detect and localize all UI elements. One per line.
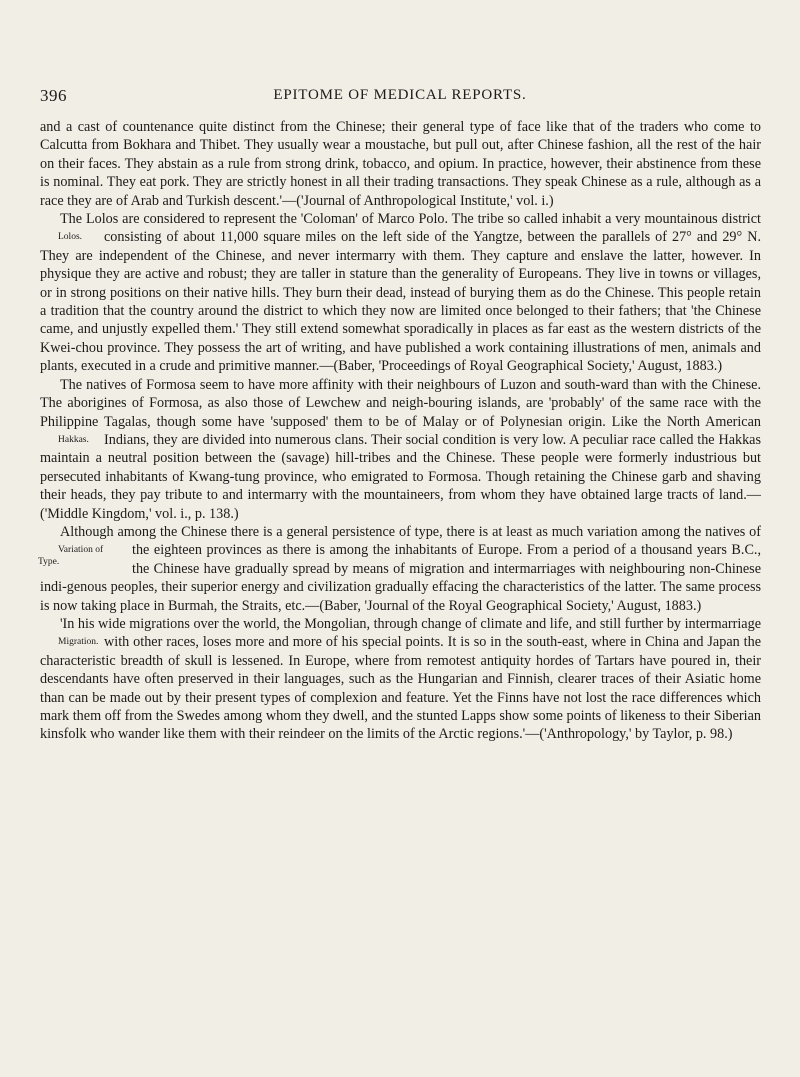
paragraph-lolos — [40, 210, 761, 376]
running-head: EPITOME OF MEDICAL REPORTS. — [273, 87, 527, 103]
margin-note-hakkas: Hakkas. — [58, 434, 89, 445]
paragraph-hakkas — [40, 376, 761, 523]
paragraph-text: and a cast of countenance quite distinct from the Chinese; their general type of face like that of the traders who come to Calcutta from Bokhara and Thibet. They usually wear a moustache, but pull out, after Chinese fashion, all the rest of the hair on their faces. They abstain as a rule from strong drink, tobacco, and opium. In practice, however, their abstinence from these is nominal. They eat pork. They are strictly honest in all their trading transactions. They speak Chinese as a rule, although as a race they are of Arab and Turkish descent.'—('Journal of Anthropological Institute,' vol. i.) — [40, 119, 761, 209]
margin-note-variation-of-type: Variation of Type. — [38, 545, 104, 568]
paragraph-text-lead: Although among the Chinese there is a general persistence of type, there is at least as much variation among the natives of the eighteen provinces as there is among the inhabitants of — [60, 523, 761, 559]
paragraph-text: Europe. From a period of a thousand years B.C., the Chinese have gradually spread by means of migration and intermarriages with neighbouring non-Chinese indi-genous peoples, their superior energy and civilization gradually effacing the characteristics of the latter. The same process is now taking place in Burmah, the Straits, etc.—(Baber, 'Journal of the Royal Geographical Society,' August, 1883.) — [40, 542, 761, 614]
paragraph-text: is so in the south-east, where in China and Japan the characteristic breadth of skull is lessened. In Europe, where from remotest antiquity hordes of Tartars have poured in, their descendants have often preserved in their languages, such as the Hungarian and Finnish, clearer traces of their Asiatic home than can be made out by their present types of complexion and feature. Yet the Finns have not lost the race differences which mark them off from the Swedes among whom they dwell, and the stunted Lapps show some points of likeness to their Siberian kinsfolk who wander like them with their reindeer on the limits of the Arctic regions.'—('Anthropology,' by Taylor, p. 98.) — [40, 634, 761, 743]
paragraph-text: the Yangtze, between the parallels of 27° and 29° N. They are independent of the Chinese, and never intermarry with them. They capture and enslave the latter, however. In physique they are active and robust; they are taller in stature than the generality of Europeans. They live in towns or villages, or in strong positions on their native hills. They burn their dead, instead of burying them as do the Chinese. This people retain a tradition that the country around the district to which they now are limited once belonged to their fathers; that 'the Chinese came, and unjustly expelled them.' They still extend somewhat sporadically in places as far east as the western districts of the Kwei-chou province. They possess the art of writing, and have published a work containing illustrations of men, animals and plants, executed in a crude and primitive manner.—(Baber, 'Proceedings of Royal Geographical Society,' August, 1883.) — [40, 229, 761, 375]
paragraph-text-lead: The Lolos are considered to represent the 'Coloman' of Marco Polo. The tribe so called inhabit a very mountainous district consisting of about 11,000 square miles on the left side of — [60, 211, 761, 246]
margin-note-migration: Migration. — [58, 637, 99, 648]
paragraph-continuation — [40, 118, 761, 210]
page-number: 396 — [40, 86, 67, 105]
paragraph-migration — [40, 615, 761, 744]
page-header — [40, 86, 760, 108]
paragraph-variation-of-type — [40, 523, 761, 615]
paragraph-text-lead: The natives of Formosa seem to have more affinity with their neighbours of Luzon and south-ward than with the Chinese. The aborigines of Formosa, as also those of Lewchew and neigh-bouring islands, are 'probably' of the same race with the Philippine Tagalas, though some have 'supposed' them to be of Malay or of Polynesian origin. Like the North American Indians, they — [40, 376, 761, 448]
page-body — [40, 118, 761, 744]
paragraph-text-lead: 'In his wide migrations over the world, the Mongolian, through change of climate and life, and still further by intermarriage with other races, loses more and more of his special points. It — [60, 615, 761, 651]
margin-note-lolos: Lolos. — [58, 232, 83, 243]
paragraph-text: are divided into numerous clans. Their social condition is very low. A peculiar race called the Hakkas maintain a neutral position between the (savage) hill-tribes and the Chinese. These people were formerly industrious but persecuted inhabitants of Kwang-tung province, who emigrated to Formosa. Though retaining the Chinese garb and shaving their heads, they pay tribute to and intermarry with the mountaineers, from whom they have obtained large tracts of land.—('Middle Kingdom,' vol. i., p. 138.) — [40, 431, 761, 522]
